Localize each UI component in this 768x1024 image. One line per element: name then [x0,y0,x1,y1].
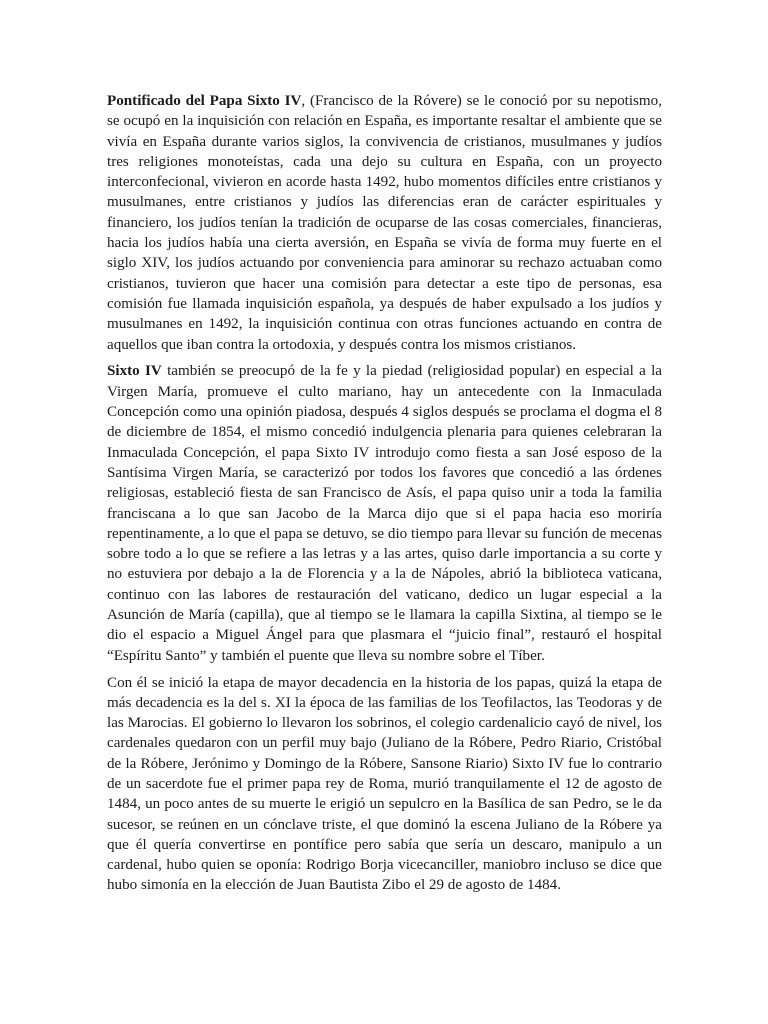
paragraph-faith-and-arts [107,361,662,665]
paragraph-decadence [107,673,662,896]
paragraph-lead: Pontificado del Papa Sixto IV [107,93,302,109]
paragraph-pontificate [107,91,662,355]
paragraph-text: también se preocupó de la fe y la piedad (religiosidad popular) en especial a la Virgen María, promueve el culto mariano, hay un antecedente con la Inmaculada Concepción como una opinión piadosa, después 4 siglos después se proclama el dogma el 8 de diciembre de 1854, el mismo concedió indulgencia plenaria para quienes celebraran la Inmaculada Concepción, el papa Sixto IV introdujo como fiesta a san José esposo de la Santísima Virgen María, se caracterizó por todos los favores que concedió a las órdenes religiosas, estableció fiesta de san Francisco de Asís, el papa quiso unir a toda la familia franciscana a lo que san Jacobo de la Marca dijo que si el papa hacia eso moriría repentinamente, a lo que el papa se detuvo, se dio tiempo para llevar su función de mecenas sobre todo a lo que se refiere a las letras y a las artes, quiso darle importancia a su corte y no estuviera por debajo a la de Florencia y a la de Nápoles, abrió la biblioteca vaticana, continuo con las labores de restauración del vaticano, dedico un lugar especial a la Asunción de María (capilla), que al tiempo se le llamara la capilla Sixtina, al tiempo se le dio el espacio a Miguel Ángel para que plasmara el “juicio final”, restauró el hospital “Espíritu Santo” y también el puente que lleva su nombre sobre el Tíber. [107,363,662,664]
document-page [107,91,662,896]
paragraph-text: Con él se inició la etapa de mayor decadencia en la historia de los papas, quizá la etapa de más decadencia es la del s. XI la época de las familias de los Teofilactos, las Teodoras y de las Marocias. El gobierno lo llevaron los sobrinos, el colegio cardenalicio cayó de nivel, los cardenales quedaron con un perfil muy bajo (Juliano de la Róbere, Pedro Riario, Cristóbal de la Róbere, Jerónimo y Domingo de la Róbere, Sansone Riario) Sixto IV fue lo contrario de un sacerdote fue el primer papa rey de Roma, murió tranquilamente el 12 de agosto de 1484, un poco antes de su muerte le erigió un sepulcro en la Basílica de san Pedro, se le da sucesor, se reúnen en un cónclave triste, el que dominó la escena Juliano de la Róbere ya que él quería convertirse en pontífice pero sabía que sería un descaro, manipulo a un cardenal, hubo quien se oponía: Rodrigo Borja vicecanciller, maniobro incluso se dice que hubo simonía en la elección de Juan Bautista Zibo el 29 de agosto de 1484. [107,674,662,894]
paragraph-lead: Sixto IV [107,363,162,380]
paragraph-text: , (Francisco de la Róvere) se le conoció por su nepotismo, se ocupó en la inquisición con relación en España, es importante resaltar el ambiente que se vivía en España durante varios siglos, la convivencia de cristianos, musulmanes y judíos tres religiones monoteístas, cada una dejo su cultura en España, con un proyecto interconfecional, vivieron en acorde hasta 1492, hubo momentos difíciles entre cristianos y musulmanes, entre cristianos y judíos las diferencias eran de carácter espirituales y financiero, los judíos tenían la tradición de ocuparse de las cosas comerciales, financieras, hacia los judíos había una cierta aversión, en España se vivía de forma muy fuerte en el siglo XIV, los judíos actuando por conveniencia para aminorar su rechazo actuaban como cristianos, tuvieron que hacer una comisión para detectar a este tipo de personas, esa comisión fue llamada inquisición española, ya después de haber expulsado a los judíos y musulmanes en 1492, la inquisición continua con otras funciones actuando en contra de aquellos que iban contra la ortodoxia, y después contra los mismos cristianos. [107,93,662,353]
